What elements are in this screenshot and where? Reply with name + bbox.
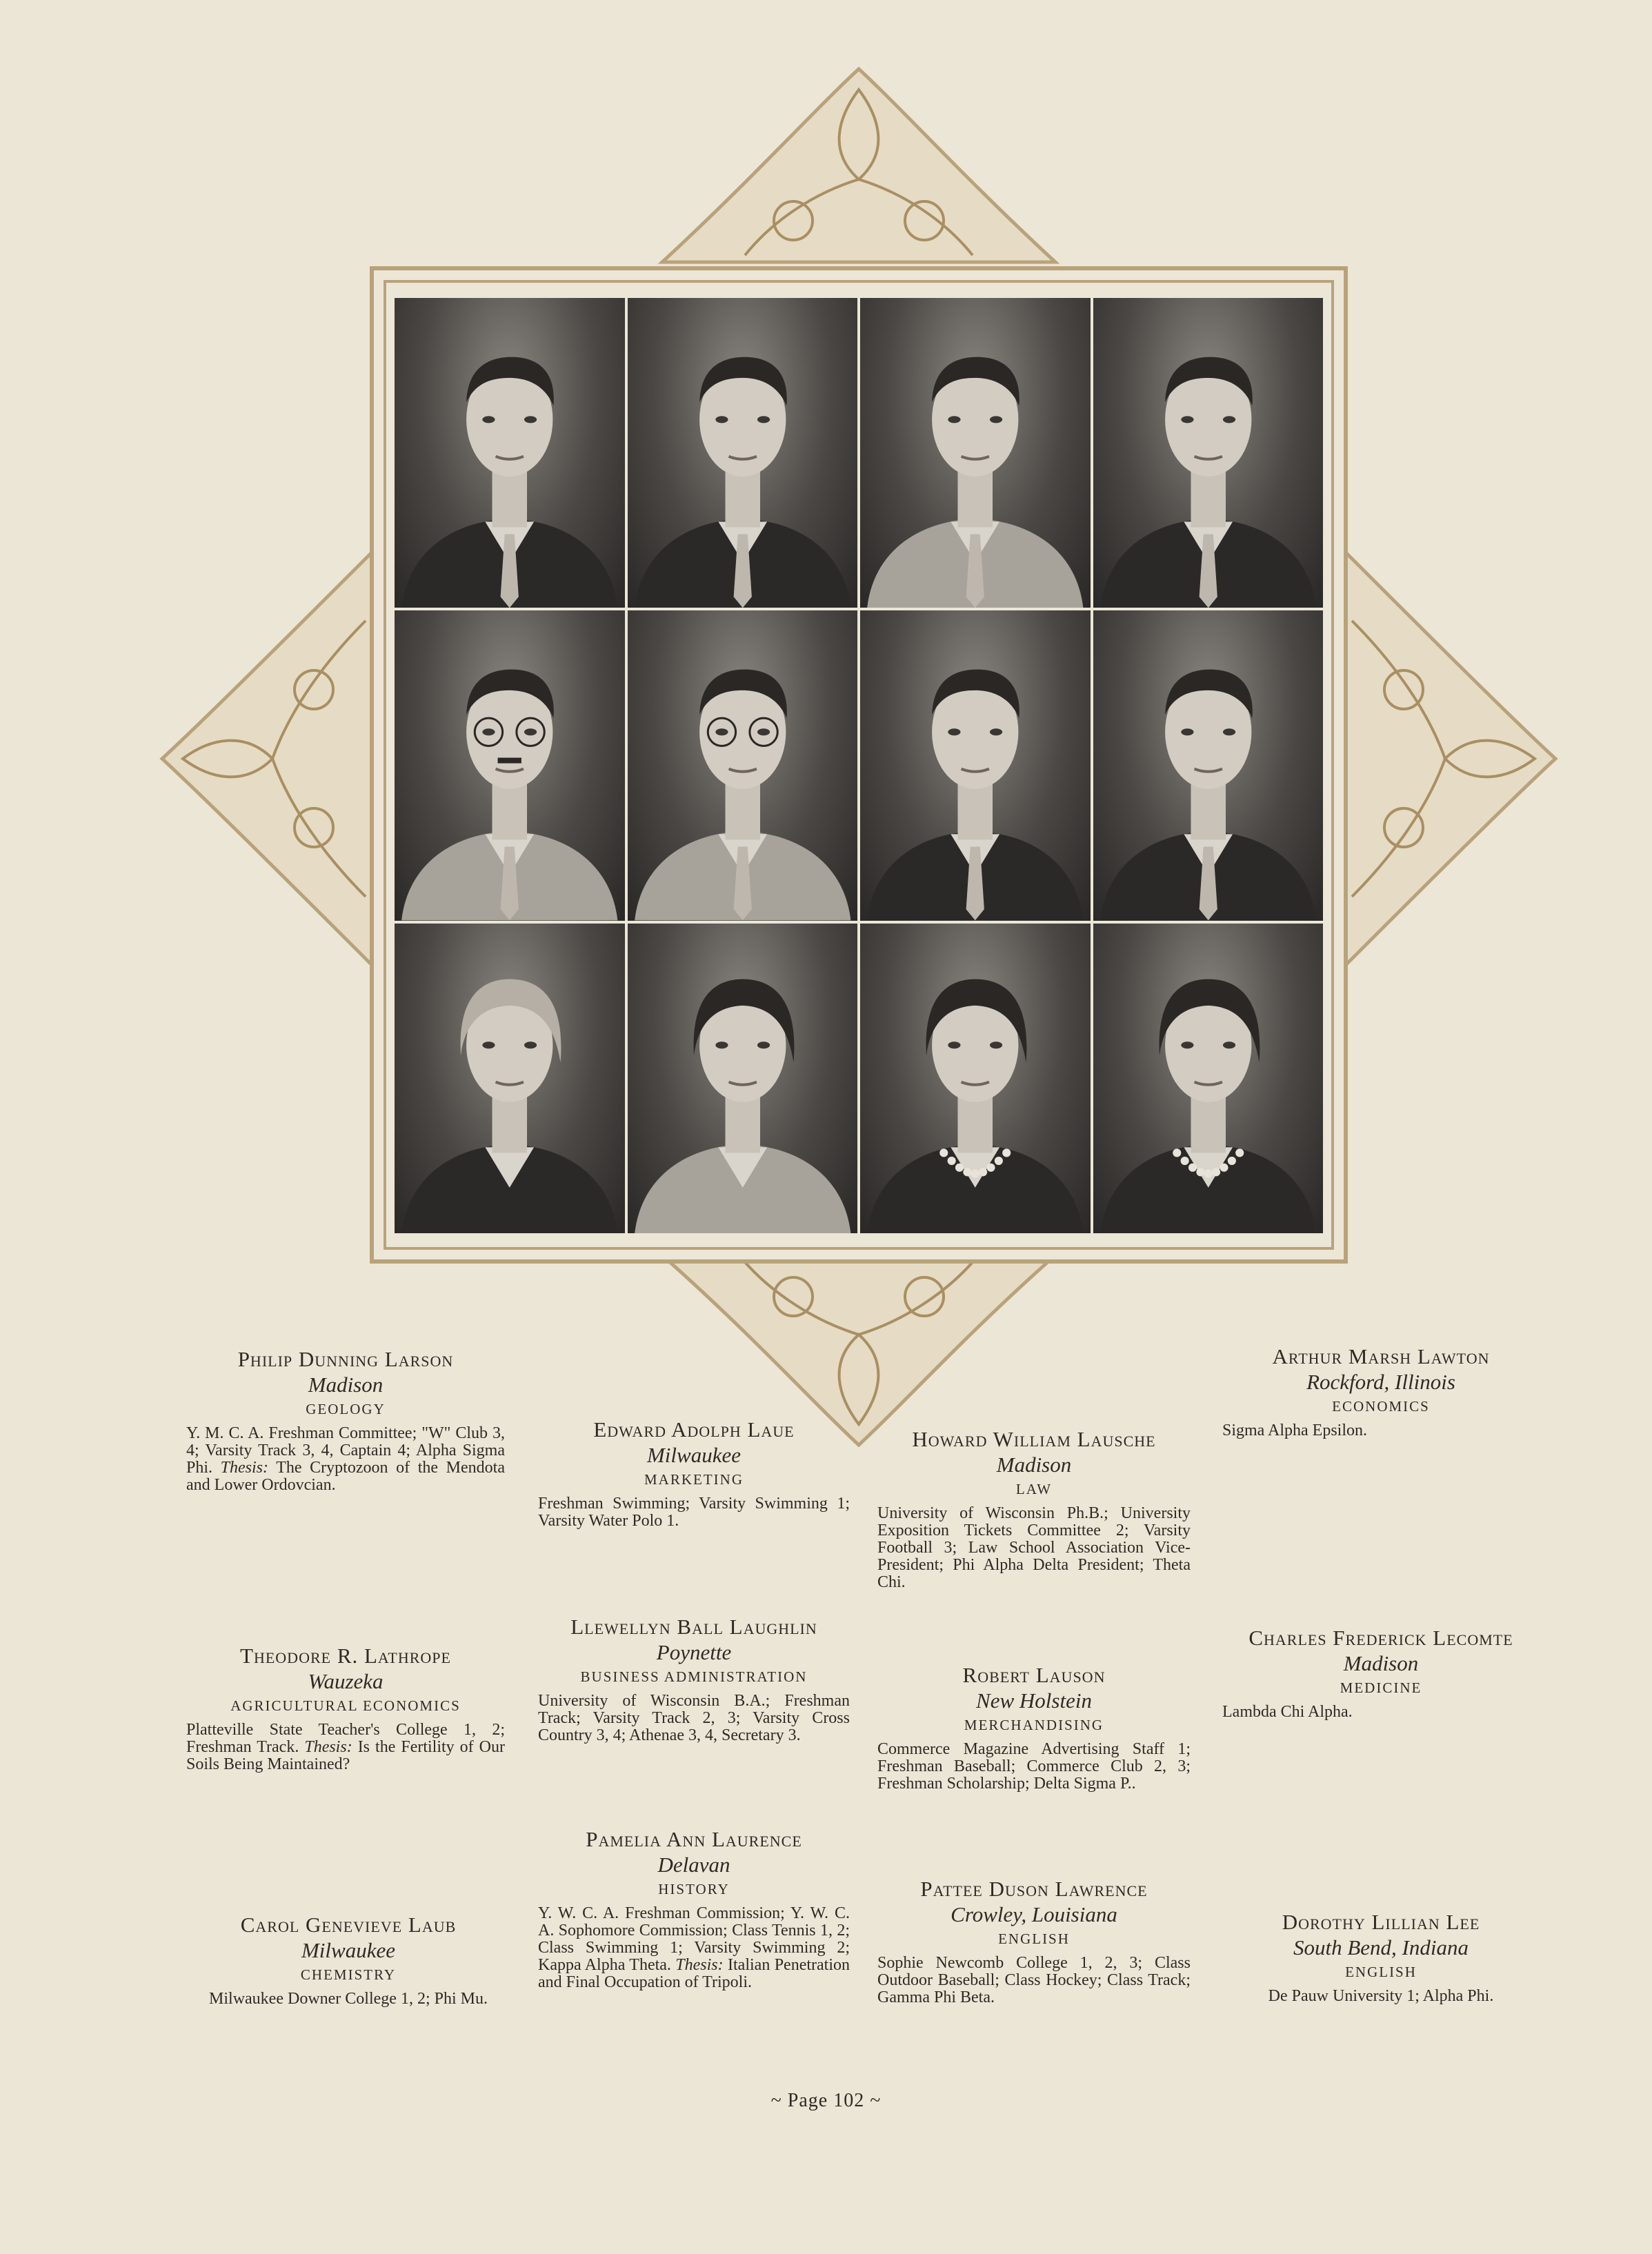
thesis: Italian Penetration and Final Occupation of Tripoli. — [538, 1956, 850, 1991]
portrait-photo — [1093, 298, 1324, 608]
portrait-photo — [628, 924, 858, 1233]
student-name: Edward Adolph Laue — [593, 1417, 795, 1442]
hometown: Rockford, Illinois — [1306, 1370, 1455, 1394]
entry-larson — [186, 1346, 505, 1494]
entry-lausche — [877, 1426, 1191, 1591]
hometown: New Holstein — [976, 1688, 1092, 1713]
hometown: Milwaukee — [301, 1938, 395, 1962]
activities: Lambda Chi Alpha. — [1222, 1703, 1353, 1721]
entry-laue — [538, 1417, 850, 1530]
thesis: Is the Fertility of Our Soils Being Maintained? — [186, 1738, 505, 1773]
activities: University of Wisconsin Ph.B.; University Exposition Tickets Committee 2; Varsity Football 3; Law School Association Vice-President; Phi Alpha Delta President; Theta Chi. — [877, 1504, 1191, 1591]
entry-lee — [1222, 1909, 1540, 2005]
student-name: Carol Genevieve Laub — [240, 1913, 457, 1937]
page-number: ~ Page 102 ~ — [770, 2090, 882, 2111]
department: LAW — [1015, 1481, 1053, 1497]
department: MEDICINE — [1340, 1679, 1422, 1696]
hometown: Delavan — [657, 1853, 730, 1877]
portrait-photo — [628, 298, 858, 608]
student-name: Pamelia Ann Laurence — [586, 1827, 802, 1851]
portrait-photo — [860, 298, 1091, 608]
thesis-label: Thesis: — [220, 1459, 268, 1477]
student-name: Pattee Duson Lawrence — [920, 1877, 1148, 1901]
student-name: Llewellyn Ball Laughlin — [570, 1615, 817, 1639]
activities: Y. W. C. A. Freshman Commission; Y. W. C. A. Sophomore Commission; Class Tennis 1, 2; Class Swimming 1; Varsity Swimming 2; Kappa Alpha Theta. Thesis: Italian Penetration and Final Occupation of Tripoli. — [538, 1904, 850, 1991]
hometown: Wauzeka — [308, 1669, 384, 1693]
portrait-photo — [1093, 610, 1324, 920]
student-name: Arthur Marsh Lawton — [1272, 1344, 1490, 1368]
thesis-label: Thesis: — [675, 1956, 724, 1974]
activities: Platteville State Teacher's College 1, 2; Freshman Track. Thesis: Is the Fertility of Our Soils Being Maintained? — [186, 1721, 505, 1773]
entry-lauson — [877, 1662, 1191, 1793]
student-name: Robert Lauson — [962, 1663, 1106, 1687]
portrait-photo — [628, 610, 858, 920]
department: MERCHANDISING — [964, 1717, 1104, 1733]
entry-laurence — [538, 1826, 850, 1991]
hometown: Poynette — [656, 1640, 732, 1664]
activities: Sophie Newcomb College 1, 2, 3; Class Outdoor Baseball; Class Hockey; Class Track; Gamma Phi Beta. — [877, 1954, 1191, 2006]
entry-laughlin — [538, 1614, 850, 1744]
activities: Commerce Magazine Advertising Staff 1; Freshman Baseball; Commerce Club 2, 3; Freshman Scholarship; Delta Sigma P.. — [877, 1740, 1191, 1793]
department: CHEMISTRY — [300, 1966, 397, 1983]
student-name: Theodore R. Lathrope — [240, 1644, 451, 1668]
thesis-label: Thesis: — [304, 1738, 352, 1756]
activities: De Pauw University 1; Alpha Phi. — [1268, 1987, 1494, 2005]
student-name: Dorothy Lillian Lee — [1282, 1910, 1480, 1934]
hometown: South Bend, Indiana — [1293, 1935, 1469, 1959]
department: BUSINESS ADMINISTRATION — [580, 1668, 808, 1685]
hometown: Crowley, Louisiana — [951, 1902, 1117, 1926]
activities: Y. M. C. A. Freshman Committee; "W" Club 3, 4; Varsity Track 3, 4, Captain 4; Alpha Sigma Phi. Thesis: The Cryptozoon of the Mendota and Lower Ordovcian. — [186, 1424, 505, 1494]
entry-lawrence — [877, 1876, 1191, 2006]
entry-lecomte — [1222, 1625, 1540, 1721]
portrait-photo — [395, 610, 625, 920]
portrait-photo — [860, 924, 1091, 1233]
department: ECONOMICS — [1332, 1398, 1430, 1415]
department: MARKETING — [644, 1471, 744, 1488]
activities: Freshman Swimming; Varsity Swimming 1; Varsity Water Polo 1. — [538, 1495, 850, 1530]
activities: University of Wisconsin B.A.; Freshman Track; Varsity Track 2, 3; Varsity Cross Country 3, 4; Athenae 3, 4, Secretary 3. — [538, 1692, 850, 1744]
student-name: Philip Dunning Larson — [237, 1347, 454, 1371]
student-name: Charles Frederick Lecomte — [1248, 1626, 1513, 1650]
department: ENGLISH — [998, 1931, 1070, 1947]
department: AGRICULTURAL ECONOMICS — [230, 1697, 461, 1714]
hometown: Milwaukee — [646, 1443, 741, 1467]
portrait-photo — [395, 298, 625, 608]
portrait-photo — [860, 610, 1091, 920]
entry-laub — [186, 1912, 510, 2008]
department: GEOLOGY — [306, 1401, 386, 1417]
hometown: Madison — [996, 1453, 1072, 1477]
portrait-photo — [395, 924, 625, 1233]
entry-lathrope — [186, 1643, 505, 1773]
activities: Milwaukee Downer College 1, 2; Phi Mu. — [209, 1990, 488, 2008]
entry-lawton — [1222, 1344, 1540, 1439]
student-name: Howard William Lausche — [912, 1427, 1156, 1451]
activities: Sigma Alpha Epsilon. — [1222, 1422, 1367, 1439]
portrait-grid — [395, 298, 1323, 1233]
portrait-photo — [1093, 924, 1324, 1233]
hometown: Madison — [1343, 1651, 1419, 1675]
hometown: Madison — [308, 1373, 384, 1397]
department: ENGLISH — [1345, 1964, 1417, 1980]
department: HISTORY — [658, 1881, 730, 1897]
thesis: The Cryptozoon of the Mendota and Lower Ordovcian. — [186, 1459, 505, 1494]
